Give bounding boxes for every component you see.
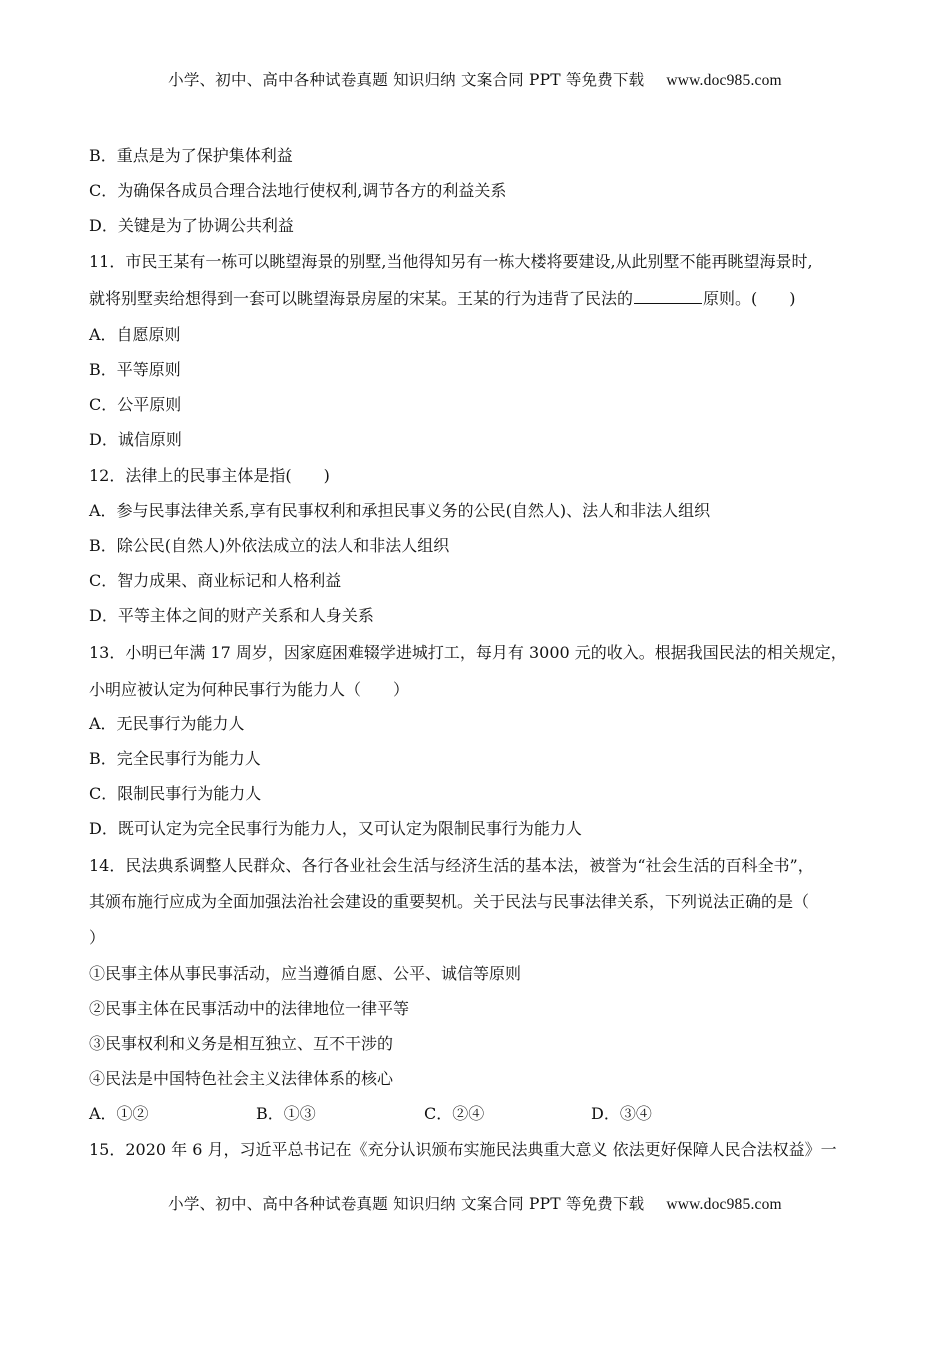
page-header [0, 68, 950, 90]
q14-options [89, 1104, 879, 1124]
q12-option-a: A．参与民事法律关系,享有民事权利和承担民事义务的公民(自然人)、法人和非法人组织 [89, 501, 711, 520]
q10-option-c: C．为确保各成员合理合法地行使权利,调节各方的利益关系 [89, 181, 507, 200]
page-footer [0, 1192, 950, 1214]
q14-stem-line3: ） [89, 928, 106, 947]
q12-option-b: B．除公民(自然人)外依法成立的法人和非法人组织 [89, 536, 450, 555]
q14-statement-4: ④民法是中国特色社会主义法律体系的核心 [89, 1069, 394, 1088]
q11-stem-line1: 11．市民王某有一栋可以眺望海景的别墅,当他得知另有一栋大楼将要建设,从此别墅不能再眺望海景时, [89, 252, 813, 271]
header-text: 小学、初中、高中各种试卷真题 知识归纳 文案合同 PPT 等免费下载 [168, 71, 645, 89]
q10-option-d: D．关键是为了协调公共利益 [89, 216, 294, 235]
q14-option-d: D．③④ [591, 1104, 652, 1123]
q12-stem: 12．法律上的民事主体是指( ) [89, 466, 330, 485]
q11-option-c: C．公平原则 [89, 395, 182, 414]
q14-option-c: C．②④ [424, 1104, 485, 1123]
q14-statement-3: ③民事权利和义务是相互独立、互不干涉的 [89, 1034, 394, 1053]
q15-stem-line1: 15．2020 年 6 月，习近平总书记在《充分认识颁布实施民法典重大意义 依法更好保障人民合法权益》一 [89, 1140, 837, 1159]
q11-stem-line2 [89, 289, 796, 309]
q11-stem-post: 原则。( ) [703, 289, 796, 308]
q11-option-b: B．平等原则 [89, 360, 181, 379]
q12-option-c: C．智力成果、商业标记和人格利益 [89, 571, 342, 590]
q13-option-c: C．限制民事行为能力人 [89, 784, 262, 803]
answer-blank [634, 289, 702, 304]
footer-text: 小学、初中、高中各种试卷真题 知识归纳 文案合同 PPT 等免费下载 [168, 1195, 645, 1213]
q14-statement-1: ①民事主体从事民事活动，应当遵循自愿、公平、诚信等原则 [89, 964, 522, 983]
q13-option-a: A．无民事行为能力人 [89, 714, 245, 733]
q14-stem-line1: 14．民法典系调整人民群众、各行各业社会生活与经济生活的基本法，被誉为“社会生活的百科全书”， [89, 856, 814, 875]
footer-site: www.doc985.com [666, 1196, 782, 1213]
q12-option-d: D．平等主体之间的财产关系和人身关系 [89, 606, 374, 625]
q14-option-a: A．①② [89, 1104, 149, 1123]
q13-stem-line1: 13．小明已年满 17 周岁，因家庭困难辍学进城打工，每月有 3000 元的收入。根据我国民法的相关规定， [89, 643, 847, 662]
q11-option-d: D．诚信原则 [89, 430, 182, 449]
q13-option-d: D．既可认定为完全民事行为能力人，又可认定为限制民事行为能力人 [89, 819, 582, 838]
q14-stem-line2: 其颁布施行应成为全面加强法治社会建设的重要契机。关于民法与民事法律关系，下列说法正确的是（ [89, 892, 810, 911]
q10-option-b: B．重点是为了保护集体利益 [89, 146, 293, 165]
q14-statement-2: ②民事主体在民事活动中的法律地位一律平等 [89, 999, 410, 1018]
q11-stem-pre: 就将别墅卖给想得到一套可以眺望海景房屋的宋某。王某的行为违背了民法的 [89, 289, 634, 308]
q11-option-a: A．自愿原则 [89, 325, 181, 344]
q13-stem-line2: 小明应被认定为何种民事行为能力人（ ） [89, 680, 410, 699]
q14-option-b: B．①③ [256, 1104, 316, 1123]
header-site: www.doc985.com [666, 72, 782, 89]
q13-option-b: B．完全民事行为能力人 [89, 749, 261, 768]
